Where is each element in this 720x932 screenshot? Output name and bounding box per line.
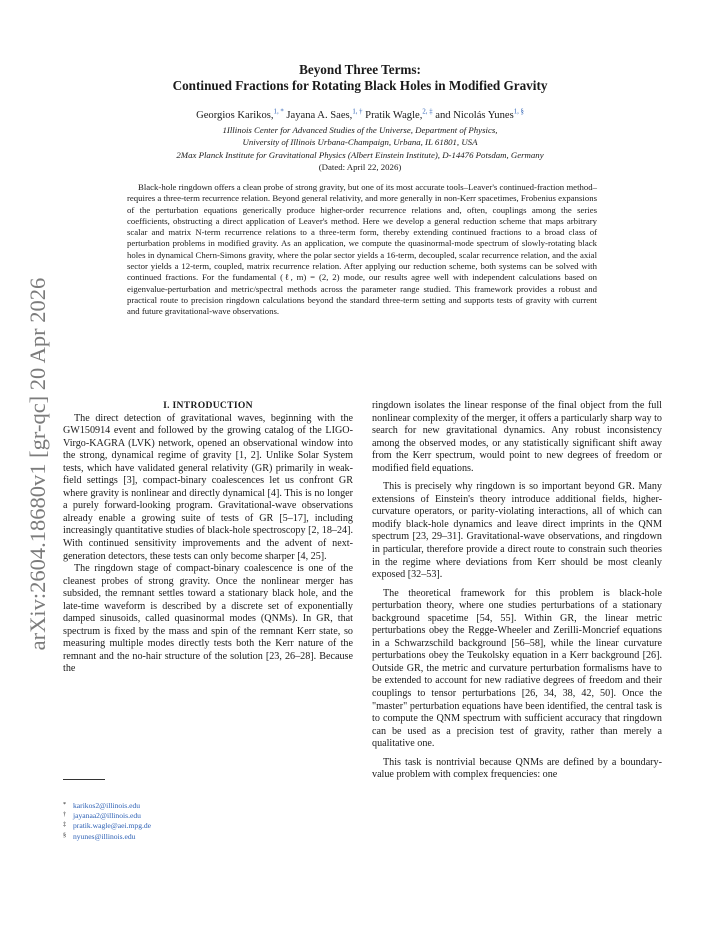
email-link[interactable]: pratik.wagle@aei.mpg.de	[73, 821, 152, 831]
body-paragraph: This task is nontrivial because QNMs are defined by a boundary-value problem with complex frequencies: one	[372, 756, 662, 781]
body-paragraph: The theoretical framework for this problem is black-hole perturbation theory, where one studies perturbations of a stationary background spacetime [54, 55]. Within GR, the linear metric perturbations obey the Regge-Wheeler and Zerilli-Moncrief equations in a Schwarzschild background [56–58], while the linear curvature perturbations obey the Teukolsky equation in a Kerr background [26]. Outside GR, the metric and curvature perturbation formalisms have to be extended to account for new radiative degrees of freedom and their couplings to tensor perturbations [26, 34, 38, 42, 50]. Once the "master" perturbation equations have been identified, the central task is to compute the QNM spectrum with sufficient accuracy that ringdown can be used as a precision test of gravity, rather than merely a qualitative one.	[372, 587, 662, 750]
right-column	[372, 400, 662, 782]
footnote: § nyunes@illinois.edu	[63, 831, 136, 841]
body-paragraph: The direct detection of gravitational waves, beginning with the GW150914 event and followed by the growing catalog of the LIGO-Virgo-KAGRA (LVK) network, opened an observational window into the strong, dynamical regime of gravity [1, 2]. Unlike Solar System tests, which have validated general relativity (GR) primarily in weak-field settings [3], compact-binary coalescences let us confront GR where gravity is nonlinear and directly dynamical [4]. This is no longer a purely forward-looking program. Gravitational-wave observations already enable a growing suite of tests of GR [5–17], including increasingly quantitative studies of black-hole spectroscopy [2, 18–24]. With continued sensitivity improvements and the advent of next-generation detectors, these tests can only become sharper [4, 25].	[63, 412, 353, 562]
email-link[interactable]: karikos2@illinois.edu	[73, 801, 141, 810]
author: Pratik Wagle,$^{2, \ddagger}$	[365, 108, 433, 121]
body-paragraph: The ringdown stage of compact-binary coalescence is one of the cleanest probes of strong gravity. Once the nonlinear merger has subsided, the remnant settles toward a stationary black hole, and the late-time waveform is described by a discrete set of exponentially damped sinusoids, called quasinormal modes (QNMs). In GR, that spectrum is fixed by the mass and spin of the remnant Kerr state, so measuring multiple modes directly tests both the Kerr nature of the remnant and the no-hair structure of the solution [23, 26–28]. Because the	[63, 563, 353, 675]
author: Georgios Karikos,$^{1, *}$	[196, 108, 284, 121]
paper-title-line1: Beyond Three Terms:	[299, 62, 421, 77]
arxiv-identifier: arXiv:2604.18680v1 [gr-qc] 20 Apr 2026	[25, 277, 50, 651]
author-list	[80, 108, 640, 121]
affiliation: 1Illinois Center for Advanced Studies of the Universe, Department of Physics,	[222, 125, 498, 135]
affiliation: University of Illinois Urbana-Champaign, Urbana, IL 61801, USA	[242, 137, 478, 147]
footnote: ‡ pratik.wagle@aei.mpg.de	[63, 821, 152, 831]
abstract: Black-hole ringdown offers a clean probe of strong gravity, but one of its most accurate tools–Leaver's continued-fraction method–requires a three-term recurrence relation. Beyond general relativity, and more generally in non-Kerr spacetimes, Frobenius expansions of the perturbation equations generically produce higher-order recurrence relations and, often, couplings among the series coefficients, obstructing a direct application of Leaver's method. Here we develop a general reduction scheme that maps arbitrary scalar and matrix N-term recurrence relations to a three-term form, thereby extending continued fractions to a broad class of perturbation problems in modified gravity. As an application, we compute the quasinormal-mode spectrum of slowly-rotating black holes in dynamical Chern-Simons gravity, where the polar sector yields a 16-term, decoupled, scalar recurrence relation, and the axial sector yields a 12-term, coupled, matrix recurrence relation. After applying our reduction scheme, both systems can be solved with continued fractions. For the fundamental (ℓ, m) = (2, 2) mode, our results agree well with independent calculations based on eigenvalue-perturbation and metric/spectral methods across the parameter range studied. This framework provides a robust and practical route to precision ringdown calculations beyond the standard three-term setting and supports tests of gravity with current and future gravitational-wave observations.	[127, 182, 597, 317]
footnote-divider	[63, 779, 105, 780]
footnote: * karikos2@illinois.edu	[63, 801, 141, 810]
email-link[interactable]: nyunes@illinois.edu	[73, 831, 136, 841]
body-paragraph: ringdown isolates the linear response of the final object from the full nonlinear complexity of the merger, it offers a particularly sharp way to search for new gravitational dynamics. Any robust inconsistency among the observed modes, or any statistically significant shift away from the Kerr spectrum, would point to new degrees of freedom or modified field equations.	[372, 400, 662, 474]
affiliation: 2Max Planck Institute for Gravitational Physics (Albert Einstein Institute), D-14476 Potsdam, Germany	[176, 150, 544, 160]
body-paragraph: This is precisely why ringdown is so important beyond GR. Many extensions of Einstein's theory introduce additional fields, higher-curvature operators, or parity-violating interactions, all of which can modify black-hole dynamics and leave direct imprints in the QNM spectrum [23, 29–31]. Gravitational-wave observations, and ringdown in particular, therefore provide a direct route to constrain such theories in the regime where deviations from Kerr should be most cleanly exposed [32–53].	[372, 481, 662, 581]
paper-title-line2: Continued Fractions for Rotating Black Holes in Modified Gravity	[172, 78, 548, 93]
author: Jayana A. Saes,$^{1, \dagger}$	[286, 108, 363, 121]
dated-line: (Dated: April 22, 2026)	[318, 162, 402, 172]
author: and Nicolás Yunes$^{1, \S}$	[435, 108, 524, 121]
arxiv-stamp	[20, 262, 56, 666]
footnote: † jayanaa2@illinois.edu	[63, 811, 141, 821]
footnotes	[63, 801, 323, 842]
section-heading: I. INTRODUCTION	[163, 400, 253, 411]
left-column	[63, 400, 353, 676]
email-link[interactable]: jayanaa2@illinois.edu	[73, 811, 141, 821]
